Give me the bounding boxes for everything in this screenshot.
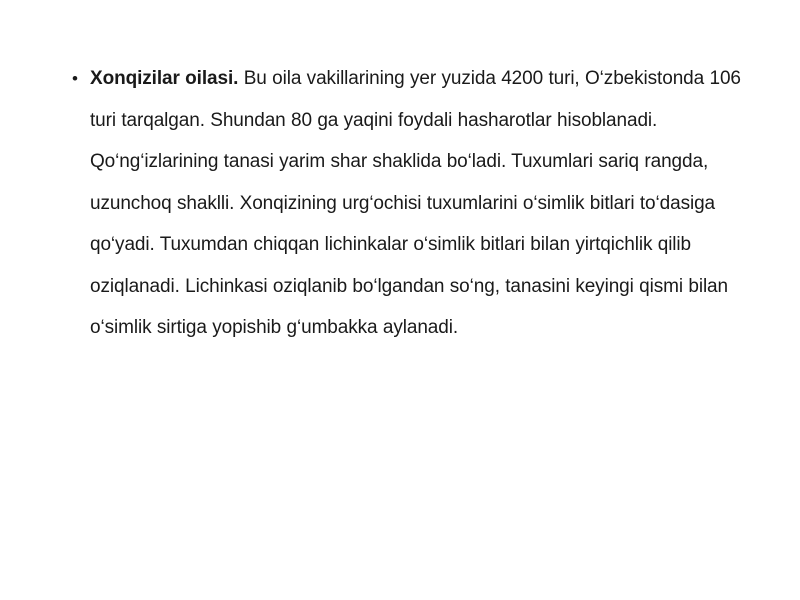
bullet-marker: • [72,69,78,88]
bullet-body-text: Bu oila vakillarining yer yuzida 4200 turi, O‘zbekistonda 106 turi tarqalgan. Shundan 80 ga yaqini foydali hasharotlar hisoblanadi. Qo‘ng‘izlarining tanasi yarim shar shaklida bo‘ladi. Tuxumlari sariq rangda, uzunchoq shaklli. Xonqizining urg‘ochisi tuxumlarini o‘simlik bitlari to‘dasiga qo‘yadi. Tuxumdan chiqqan lichinkalar o‘simlik bitlari bilan yirtqichlik qilib oziqlanadi. Lichinkasi oziqlanib bo‘lgandan so‘ng, tanasini keyingi qismi bilan o‘simlik sirtiga yopishib g‘umbakka aylanadi. [90,68,741,338]
bullet-list [72,58,752,349]
term-heading: Xonqizilar oilasi. [90,68,244,89]
bullet-item [72,58,752,349]
